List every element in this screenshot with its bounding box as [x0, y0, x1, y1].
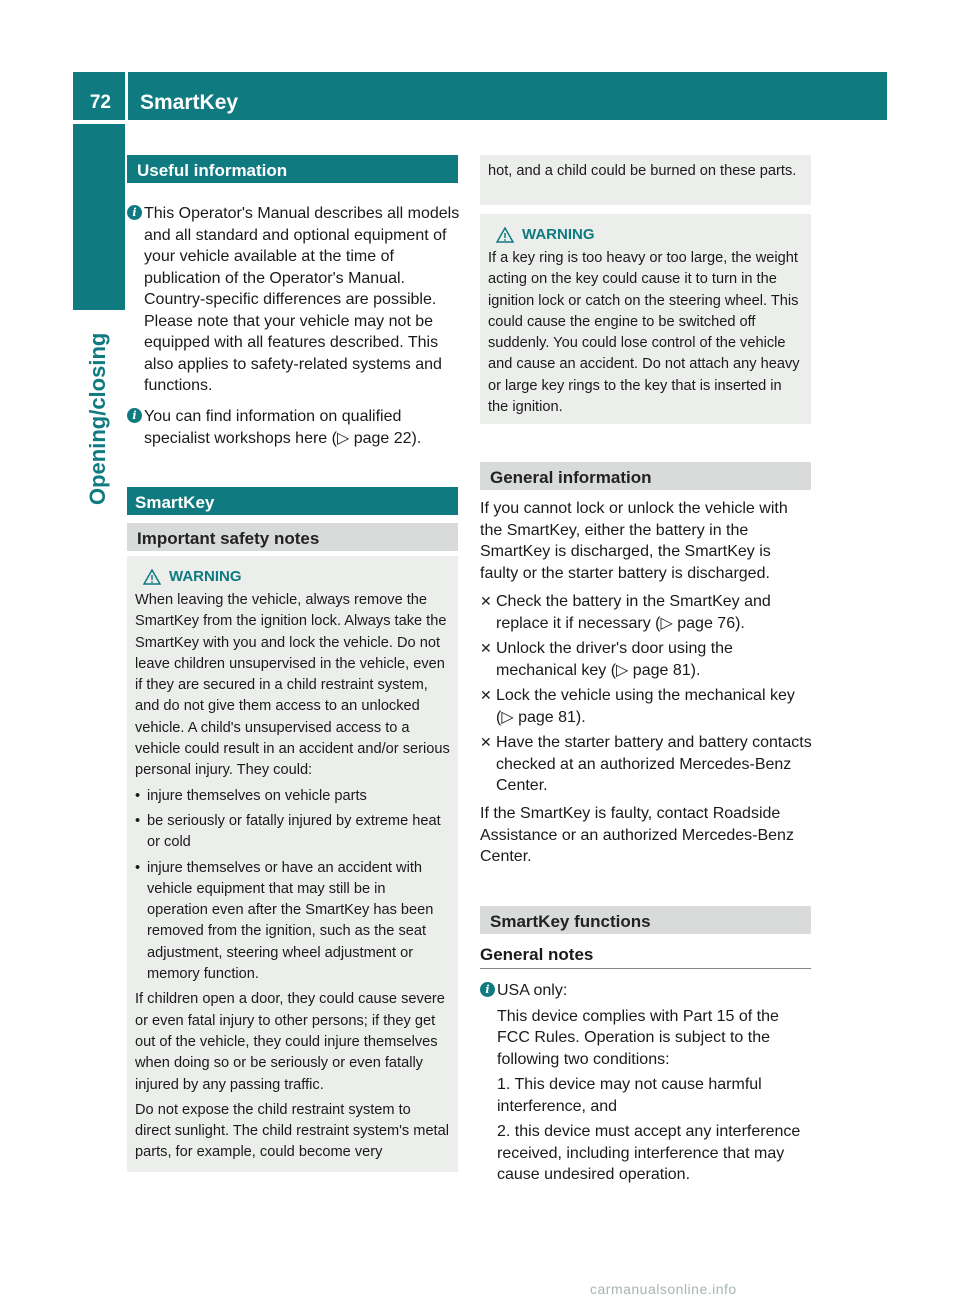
- safety-notes-heading: Important safety notes: [127, 523, 458, 551]
- warning-paragraph: Do not expose the child restraint system to direct sunlight. The child restraint system's metal parts, for example, could become very: [135, 1101, 449, 1161]
- general-notes-heading: General notes: [480, 945, 594, 964]
- step-text: Check the battery in the SmartKey and replace it if necessary (▷ page 76).: [496, 593, 771, 632]
- warning-continued-text: hot, and a child could be burned on these parts.: [488, 163, 797, 179]
- warning-icon: [496, 227, 514, 243]
- warning-box-1: [127, 556, 458, 1172]
- page-title: SmartKey: [140, 91, 239, 114]
- warning-paragraph: When leaving the vehicle, always remove the SmartKey from the ignition lock. Always take the SmartKey with you and lock the vehicle. Do not leave children unsupervised in the vehicle, even if they are secured in a child restraint system, and do not give them access to an unlocked vehicle. A child's unsupervised access to a vehicle could result in an accident and/or serious personal injury. They could:: [135, 592, 450, 779]
- warning-2-text: If a key ring is too heavy or too large, the weight acting on the key could cause it to turn in the ignition lock or catch on the steering wheel. This could cause the engine to be switched off suddenly. You could lose control of the vehicle and cause an accident. Do not attach any heavy or large key rings to the key that is inserted in the ignition.: [488, 250, 800, 416]
- warning-bullet: • be seriously or fatally injured by extreme heat or cold: [135, 811, 450, 854]
- warning-bullet: • injure themselves or have an accident with vehicle equipment that may still be in operation even after the SmartKey has been removed from the ignition, such as the seat adjustment, steering wheel adjustment or memory function.: [135, 858, 450, 986]
- step-text: Lock the vehicle using the mechanical key (▷ page 81).: [496, 687, 795, 726]
- functions-heading: SmartKey functions: [480, 906, 811, 934]
- warning-box-2: [480, 214, 811, 424]
- info-note-1-text: This Operator's Manual describes all models and all standard and optional equipment of your vehicle available at the time of publication of the Operator's Manual. Country-specific differences are possible. Please note that your vehicle may not be equipped with all features described. This also applies to safety-related systems and functions.: [144, 205, 460, 394]
- step-text: Unlock the driver's door using the mechanical key (▷ page 81).: [496, 640, 733, 679]
- steps-list: [480, 591, 813, 801]
- info-icon: i: [127, 205, 142, 220]
- fcc-condition-1: 1. This device may not cause harmful interference, and: [497, 1076, 762, 1115]
- page-number: 72: [89, 92, 111, 113]
- info-note-1: [127, 203, 460, 397]
- list-item: [480, 638, 813, 681]
- step-marker-icon: ✕: [480, 640, 492, 656]
- page-number-box: [73, 72, 125, 120]
- warning-body: [135, 590, 450, 1164]
- warning-header: [143, 568, 450, 585]
- warning-header: [496, 226, 803, 243]
- info-note-2: [127, 406, 460, 449]
- list-item: [480, 732, 813, 797]
- step-text: Have the starter battery and battery contacts checked at an authorized Mercedes-Benz Center.: [496, 734, 812, 794]
- warning-icon: [143, 569, 161, 585]
- step-marker-icon: ✕: [480, 687, 492, 703]
- info-icon: i: [127, 408, 142, 423]
- divider: [480, 968, 811, 969]
- fcc-condition-2: 2. this device must accept any interference received, including interference that may cause undesired operation.: [497, 1123, 801, 1183]
- smartkey-heading: SmartKey: [127, 487, 458, 515]
- side-section-label: Opening/closing: [85, 332, 110, 505]
- info-note-2-text: You can find information on qualified specialist workshops here (▷ page 22).: [144, 408, 422, 447]
- step-marker-icon: ✕: [480, 593, 492, 609]
- general-info-heading: General information: [480, 462, 811, 490]
- watermark: carmanualsonline.info: [590, 1281, 737, 1297]
- usa-only-label: USA only:: [497, 982, 568, 999]
- side-tab: [73, 124, 125, 310]
- fcc-text: This device complies with Part 15 of the FCC Rules. Operation is subject to the following two conditions:: [497, 1007, 779, 1068]
- list-item: [480, 685, 813, 728]
- step-marker-icon: ✕: [480, 734, 492, 750]
- faulty-text: If the SmartKey is faulty, contact Roadside Assistance or an authorized Mercedes-Benz Center.: [480, 805, 794, 865]
- warning-paragraph: If children open a door, they could cause severe or even fatal injury to other persons; if they get out of the vehicle, they could injure themselves when doing so or be seriously or even fatally injured by any passing traffic.: [135, 991, 445, 1093]
- warning-bullet: • injure themselves on vehicle parts: [135, 786, 450, 807]
- useful-info-heading: Useful information: [127, 155, 458, 183]
- header-bar: [128, 72, 887, 120]
- list-item: [480, 591, 813, 634]
- usa-info-note: [480, 980, 815, 1186]
- warning-label: WARNING: [522, 226, 595, 243]
- info-icon: i: [480, 982, 495, 997]
- warning-box-1-continued: [480, 155, 811, 205]
- general-info-text: If you cannot lock or unlock the vehicle with the SmartKey, either the battery in the SmartKey is discharged, the SmartKey is faulty or the starter battery is discharged.: [480, 500, 788, 582]
- warning-label: WARNING: [169, 568, 242, 585]
